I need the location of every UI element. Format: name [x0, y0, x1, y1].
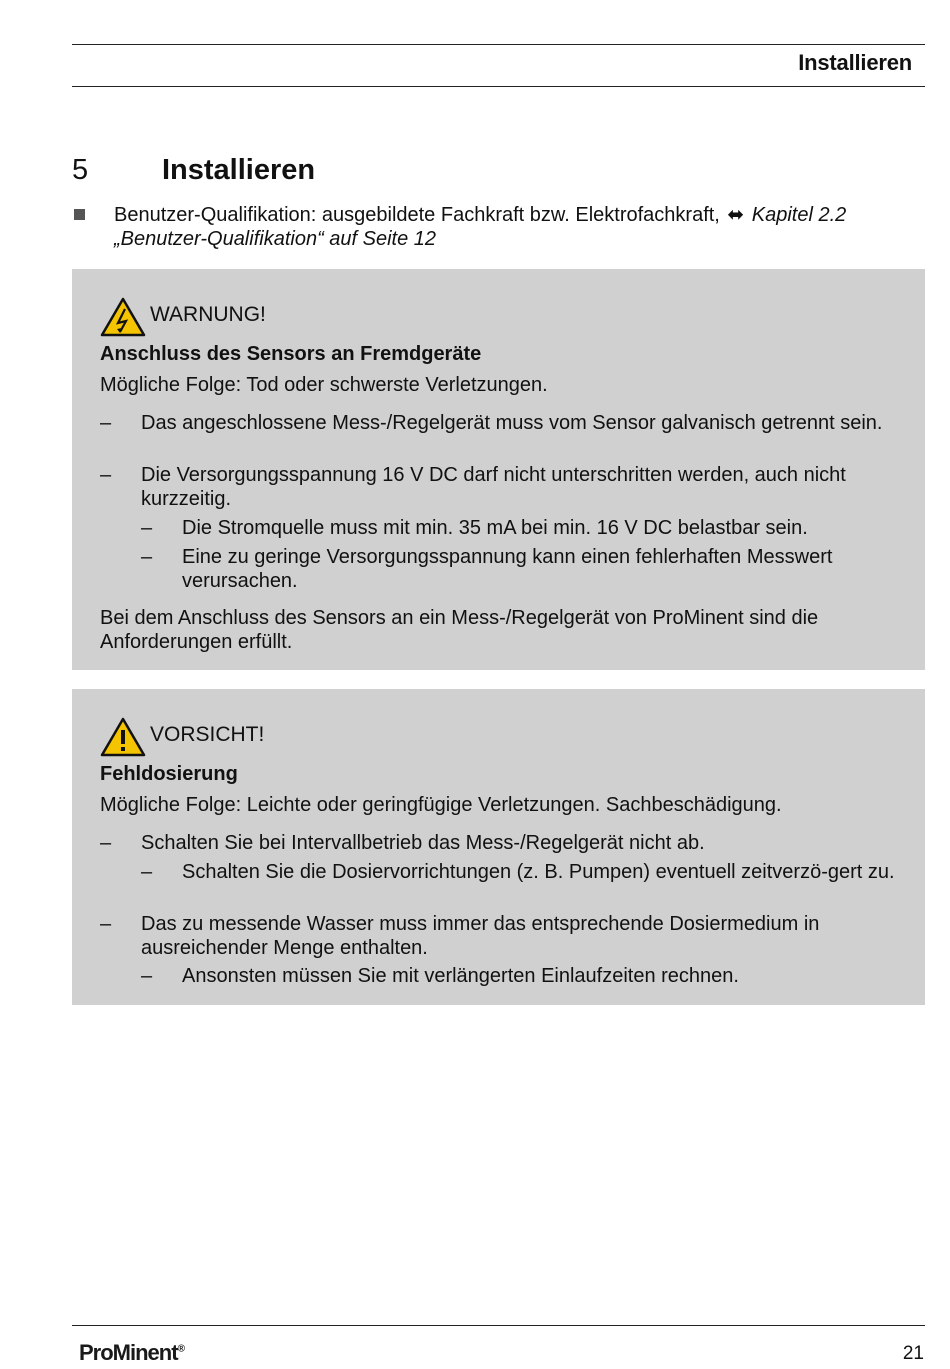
qualification-text [114, 203, 914, 251]
footer-rule [72, 1325, 925, 1326]
header-bottom-rule [72, 86, 925, 87]
list-item-text: Das angeschlossene Mess-/Regelgerät muss vom Sensor galvanisch getrennt sein. [141, 412, 883, 434]
exclamation-warning-icon [100, 717, 146, 757]
electric-hazard-icon [100, 297, 146, 337]
chapter-number: 5 [72, 154, 89, 186]
warning-box: WARNUNG! Anschluss des Sensors an Fremdgeräte Mögliche Folge: Tod oder schwerste Verletzungen. – Das angeschlossene Mess-/Regelgerät muss vom Sensor galvanisch getrennt sein. – Die Versorgungsspannung 16 V DC darf nicht unterschritten werden, auch nicht kurzzeitig. – Die Stromquelle muss mit min. 35 mA bei min. 16 V DC belastbar sein. – Eine zu geringe Versorgungsspannung kann einen fehlerhaften Messwert verursachen. Bei dem Anschluss des Sensors an ein Mess-/Regelgerät von ProMinent sind die Anforderungen erfüllt. [72, 269, 925, 670]
caution-signal-word: VORSICHT! [150, 723, 265, 746]
running-header-title: Installieren [798, 50, 912, 75]
caution-consequence: Mögliche Folge: Leichte oder geringfügige Verletzungen. Sachbeschädigung. [100, 794, 782, 816]
warning-consequence: Mögliche Folge: Tod oder schwerste Verletzungen. [100, 374, 548, 396]
caution-heading: Fehldosierung [100, 763, 238, 785]
square-bullet-icon [74, 209, 85, 220]
list-item-text: Die Stromquelle muss mit min. 35 mA bei min. 16 V DC belastbar sein. [182, 517, 808, 539]
list-item-text: Das zu messende Wasser muss immer das entsprechende Dosiermedium in ausreichender Menge enthalten. [141, 913, 820, 959]
cross-reference-icon: ⬌ [727, 204, 745, 226]
list-item-text: Eine zu geringe Versorgungsspannung kann einen fehlerhaften Messwert verursachen. [182, 546, 833, 592]
warning-heading: Anschluss des Sensors an Fremdgeräte [100, 343, 482, 365]
logo-text: ProMinent [79, 1340, 178, 1365]
list-item-text: Schalten Sie bei Intervallbetrieb das Mess-/Regelgerät nicht ab. [141, 832, 705, 854]
list-item-text: Die Versorgungsspannung 16 V DC darf nicht unterschritten werden, auch nicht kurzzeitig. [141, 464, 846, 510]
caution-box: VORSICHT! Fehldosierung Mögliche Folge: Leichte oder geringfügige Verletzungen. Sachbeschädigung. – Schalten Sie bei Intervallbetrieb das Mess-/Regelgerät nicht ab. – Schalten Sie die Dosiervorrichtungen (z. B. Pumpen) eventuell zeitverzö-gert zu. – Das zu messende Wasser muss immer das entsprechende Dosiermedium in ausreichender Menge enthalten. – Ansonsten müssen Sie mit verlängerten Einlaufzeiten rechnen. [72, 689, 925, 1005]
chapter-title: Installieren [162, 154, 316, 186]
qualification-label: Benutzer-Qualifikation: ausgebildete Fachkraft bzw. Elektrofachkraft, [114, 204, 720, 226]
registered-mark: ® [177, 1343, 185, 1355]
prominent-logo [79, 1340, 185, 1366]
chapter-heading [72, 154, 315, 187]
cross-reference-link[interactable]: Kapitel 2.2 „Benutzer-Qualifikation“ auf Seite 12 [114, 204, 847, 250]
warning-signal-word: WARNUNG! [150, 303, 266, 326]
list-item-text: Ansonsten müssen Sie mit verlängerten Einlaufzeiten rechnen. [182, 965, 739, 987]
page-number: 21 [902, 1343, 924, 1364]
warning-closing-text: Bei dem Anschluss des Sensors an ein Mess-/Regelgerät von ProMinent sind die Anforderungen erfüllt. [100, 607, 819, 653]
header-top-rule [72, 44, 925, 45]
list-item-text: Schalten Sie die Dosiervorrichtungen (z. B. Pumpen) eventuell zeitverzö-gert zu. [182, 861, 895, 883]
